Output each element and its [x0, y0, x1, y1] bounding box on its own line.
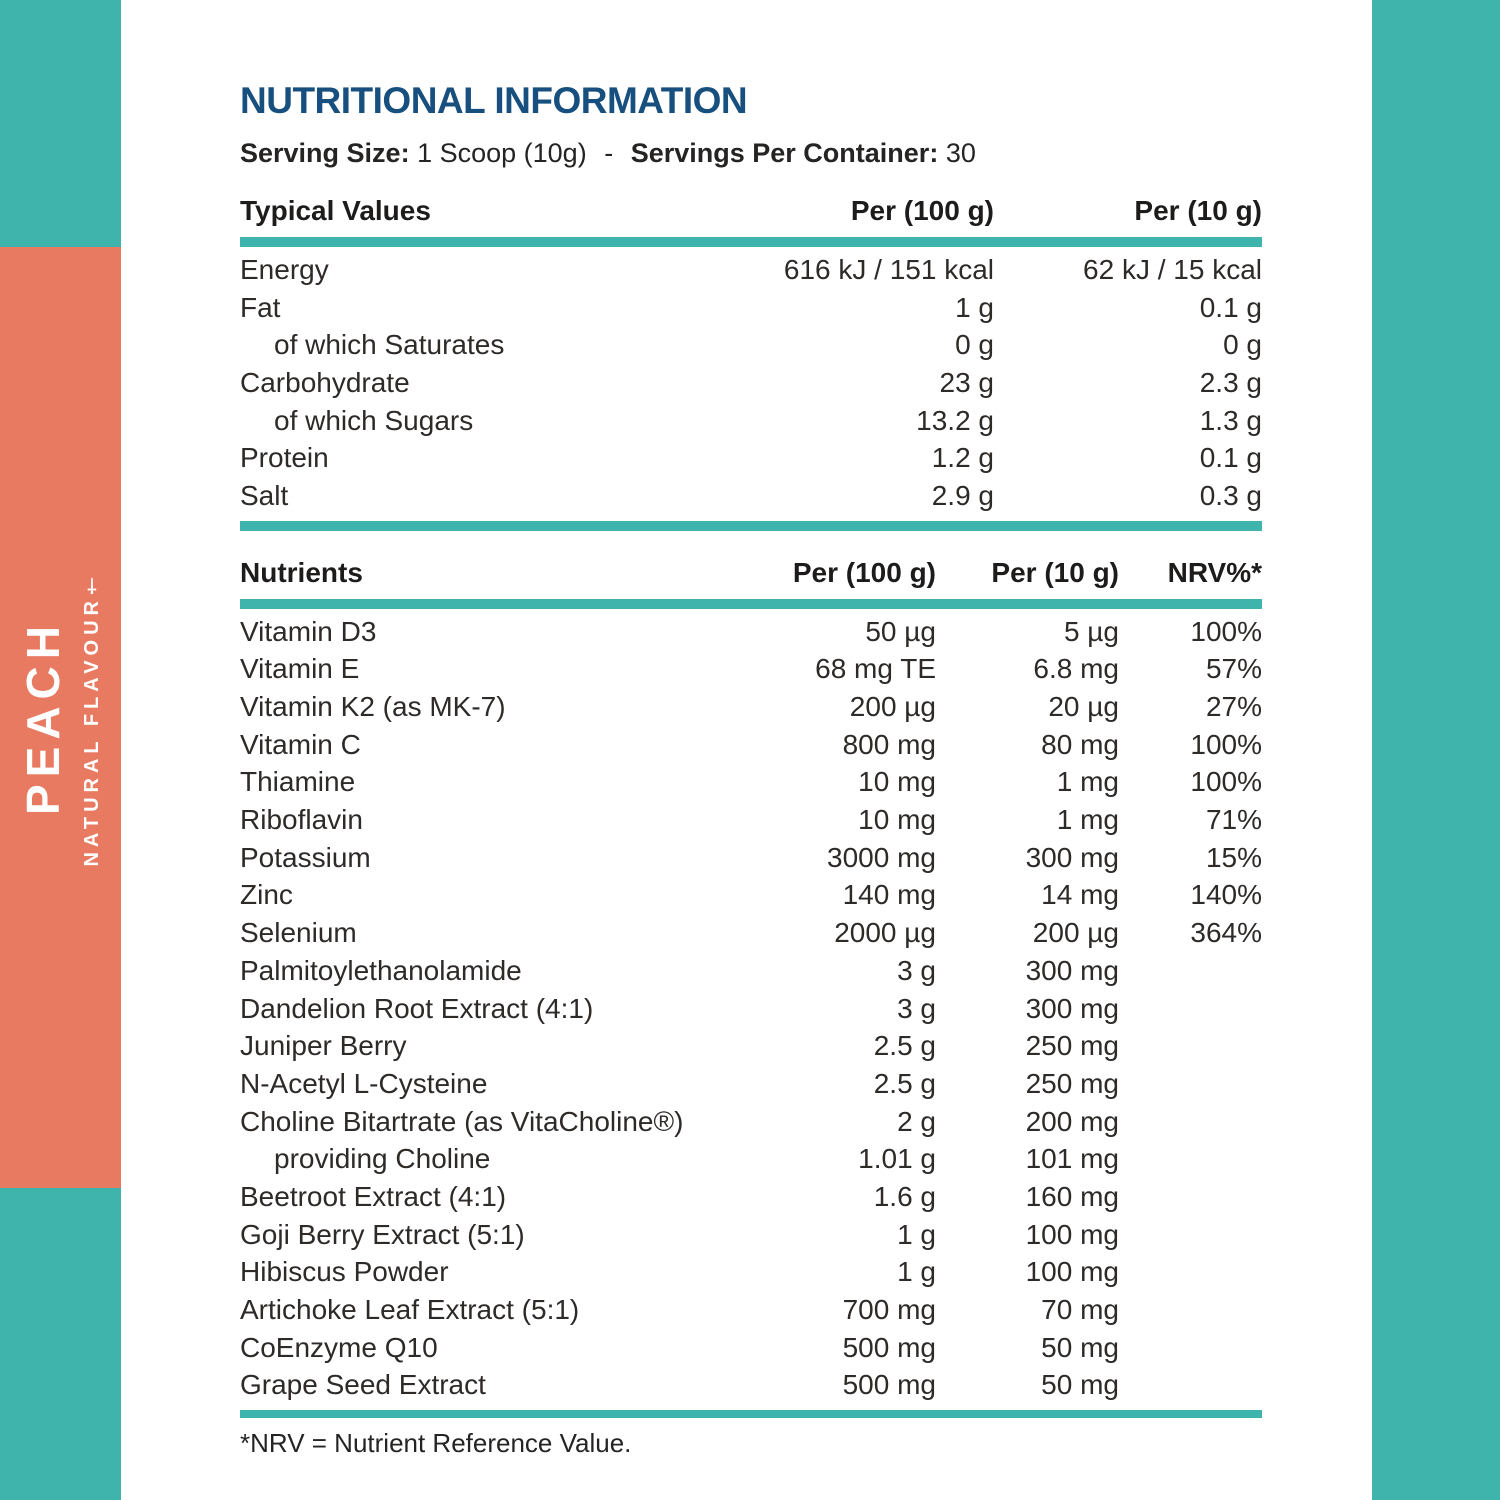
servings-per-container-label: Servings Per Container: [630, 138, 939, 168]
nutrient-row [240, 1367, 1262, 1405]
nrv-footnote: *NRV = Nutrient Reference Value. [240, 1428, 632, 1459]
left-color-band [0, 0, 121, 1500]
row-value: 1.6 g [873, 1180, 936, 1212]
separator: - [604, 138, 614, 168]
row-value: 100% [1190, 615, 1262, 647]
row-value: 300 mg [1025, 992, 1119, 1024]
flavor-panel [0, 247, 121, 1188]
row-value: 68 mg TE [815, 653, 936, 685]
row-label: Potassium [240, 841, 371, 873]
nutrient-row [240, 1140, 1262, 1178]
right-color-band [1372, 0, 1500, 1500]
nutrient-row [240, 1103, 1262, 1141]
left-band-teal-top [0, 0, 121, 247]
row-value: 616 kJ / 151 kcal [783, 253, 994, 285]
row-value: 2.3 g [1199, 366, 1262, 398]
row-value: 13.2 g [916, 404, 994, 436]
row-value: 1 mg [1056, 766, 1119, 798]
nutrients-header [240, 531, 1262, 599]
row-value: 140 mg [842, 879, 936, 911]
row-label: CoEnzyme Q10 [240, 1331, 438, 1363]
row-label: Fat [240, 291, 281, 323]
flavor-subtitle: NATURAL FLAVOUR† [80, 568, 103, 867]
row-value: 2 g [897, 1105, 936, 1137]
per-100g-header: Per (100 g) [850, 195, 994, 226]
row-label: Thiamine [240, 766, 356, 798]
row-label: of which Saturates [274, 329, 505, 361]
row-value: 100% [1190, 766, 1262, 798]
row-value: 100 mg [1025, 1218, 1119, 1250]
row-value: 57% [1205, 653, 1262, 685]
page-title: NUTRITIONAL INFORMATION [240, 80, 748, 121]
row-value: 1 mg [1056, 804, 1119, 836]
typical-values-table [240, 247, 1262, 521]
row-label: Palmitoylethanolamide [240, 954, 522, 986]
per-10g-header: Per (10 g) [1134, 195, 1262, 226]
nutrient-row [240, 839, 1262, 877]
row-value: 0 g [955, 329, 994, 361]
row-value: 1 g [897, 1218, 936, 1250]
row-value: 10 mg [858, 766, 936, 798]
label-content [240, 80, 1262, 1459]
flavor-name: PEACH [16, 619, 69, 816]
row-value: 70 mg [1041, 1294, 1119, 1326]
row-label: Salt [240, 479, 289, 511]
row-label: Hibiscus Powder [240, 1256, 449, 1288]
nutrient-row [240, 952, 1262, 990]
row-label: Artichoke Leaf Extract (5:1) [240, 1294, 580, 1326]
row-value: 700 mg [842, 1294, 936, 1326]
typical-values-row [240, 326, 1262, 364]
nutrient-row [240, 914, 1262, 952]
nutrient-row [240, 688, 1262, 726]
nutrient-row [240, 877, 1262, 915]
row-value: 250 mg [1025, 1067, 1119, 1099]
nutrient-row [240, 1178, 1262, 1216]
serving-info [240, 138, 1262, 169]
per-100g-header: Per (100 g) [792, 556, 936, 588]
typical-values-row [240, 251, 1262, 289]
row-label: providing Choline [274, 1143, 491, 1175]
row-value: 100% [1190, 728, 1262, 760]
typical-values-row [240, 402, 1262, 440]
row-label: Vitamin D3 [240, 615, 377, 647]
row-value: 250 mg [1025, 1030, 1119, 1062]
typical-values-row [240, 439, 1262, 477]
row-value: 14 mg [1041, 879, 1119, 911]
row-value: 200 mg [1025, 1105, 1119, 1137]
row-value: 6.8 mg [1033, 653, 1119, 685]
serving-size-value: 1 Scoop (10g) [417, 138, 587, 168]
row-value: 0.1 g [1199, 291, 1262, 323]
row-value: 5 µg [1063, 615, 1119, 647]
nutrient-row [240, 1254, 1262, 1292]
row-label: Carbohydrate [240, 366, 410, 398]
row-value: 2000 µg [834, 917, 936, 949]
row-value: 101 mg [1025, 1143, 1119, 1175]
nutrient-row [240, 764, 1262, 802]
typical-values-row [240, 364, 1262, 402]
row-label: Choline Bitartrate (as VitaCholine®) [240, 1105, 684, 1137]
nutrient-row [240, 651, 1262, 689]
nutrient-row [240, 1065, 1262, 1103]
row-value: 300 mg [1025, 841, 1119, 873]
row-value: 2.9 g [931, 479, 994, 511]
nutrient-row [240, 726, 1262, 764]
row-label: Protein [240, 442, 329, 474]
row-label: Beetroot Extract (4:1) [240, 1180, 507, 1212]
nutrients-title: Nutrients [240, 556, 363, 588]
nrv-header: NRV%* [1167, 556, 1262, 588]
row-label: Selenium [240, 917, 357, 949]
typical-values-row [240, 477, 1262, 515]
serving-size-label: Serving Size: [240, 138, 410, 168]
typical-values-header [240, 169, 1262, 237]
nutrient-row [240, 613, 1262, 651]
divider-bar [240, 237, 1262, 247]
row-label: Vitamin C [240, 728, 361, 760]
nutrients-table [240, 609, 1262, 1410]
row-value: 300 mg [1025, 954, 1119, 986]
row-value: 27% [1205, 691, 1262, 723]
row-value: 200 µg [849, 691, 936, 723]
typical-values-row [240, 289, 1262, 327]
divider-bar [240, 1410, 1262, 1418]
row-label: Grape Seed Extract [240, 1369, 486, 1401]
row-value: 62 kJ / 15 kcal [1083, 253, 1262, 285]
row-value: 500 mg [842, 1331, 936, 1363]
row-value: 20 µg [1048, 691, 1119, 723]
row-value: 800 mg [842, 728, 936, 760]
row-value: 23 g [939, 366, 994, 398]
row-value: 100 mg [1025, 1256, 1119, 1288]
servings-per-container-value: 30 [945, 138, 976, 168]
nutrient-row [240, 1027, 1262, 1065]
row-value: 50 mg [1041, 1369, 1119, 1401]
row-label: Juniper Berry [240, 1030, 407, 1062]
nutrient-row [240, 1216, 1262, 1254]
row-label: Goji Berry Extract (5:1) [240, 1218, 525, 1250]
row-value: 3 g [897, 992, 936, 1024]
divider-bar [240, 521, 1262, 531]
row-value: 50 mg [1041, 1331, 1119, 1363]
row-value: 140% [1190, 879, 1262, 911]
row-value: 160 mg [1025, 1180, 1119, 1212]
row-value: 0.3 g [1199, 479, 1262, 511]
row-value: 200 µg [1032, 917, 1119, 949]
row-value: 2.5 g [873, 1030, 936, 1062]
typical-values-title: Typical Values [240, 195, 431, 226]
row-label: Riboflavin [240, 804, 363, 836]
row-value: 1 g [955, 291, 994, 323]
row-label: N-Acetyl L-Cysteine [240, 1067, 488, 1099]
row-value: 80 mg [1041, 728, 1119, 760]
row-value: 1.01 g [858, 1143, 936, 1175]
row-value: 0 g [1223, 329, 1262, 361]
left-band-teal-bottom [0, 1188, 121, 1500]
row-value: 3 g [897, 954, 936, 986]
row-value: 3000 mg [827, 841, 936, 873]
row-label: Energy [240, 253, 329, 285]
row-value: 71% [1205, 804, 1262, 836]
row-value: 1.3 g [1199, 404, 1262, 436]
row-value: 364% [1190, 917, 1262, 949]
row-value: 15% [1205, 841, 1262, 873]
row-value: 1 g [897, 1256, 936, 1288]
row-value: 2.5 g [873, 1067, 936, 1099]
row-value: 10 mg [858, 804, 936, 836]
per-10g-header: Per (10 g) [991, 556, 1119, 588]
nutrient-row [240, 1329, 1262, 1367]
nutrient-row [240, 801, 1262, 839]
row-label: Zinc [240, 879, 293, 911]
row-value: 0.1 g [1199, 442, 1262, 474]
nutrient-row [240, 1291, 1262, 1329]
row-label: Dandelion Root Extract (4:1) [240, 992, 594, 1024]
row-value: 500 mg [842, 1369, 936, 1401]
divider-bar [240, 599, 1262, 609]
row-value: 1.2 g [931, 442, 994, 474]
row-label: of which Sugars [274, 404, 474, 436]
row-value: 50 µg [865, 615, 936, 647]
nutrient-row [240, 990, 1262, 1028]
row-label: Vitamin K2 (as MK-7) [240, 691, 506, 723]
row-label: Vitamin E [240, 653, 360, 685]
